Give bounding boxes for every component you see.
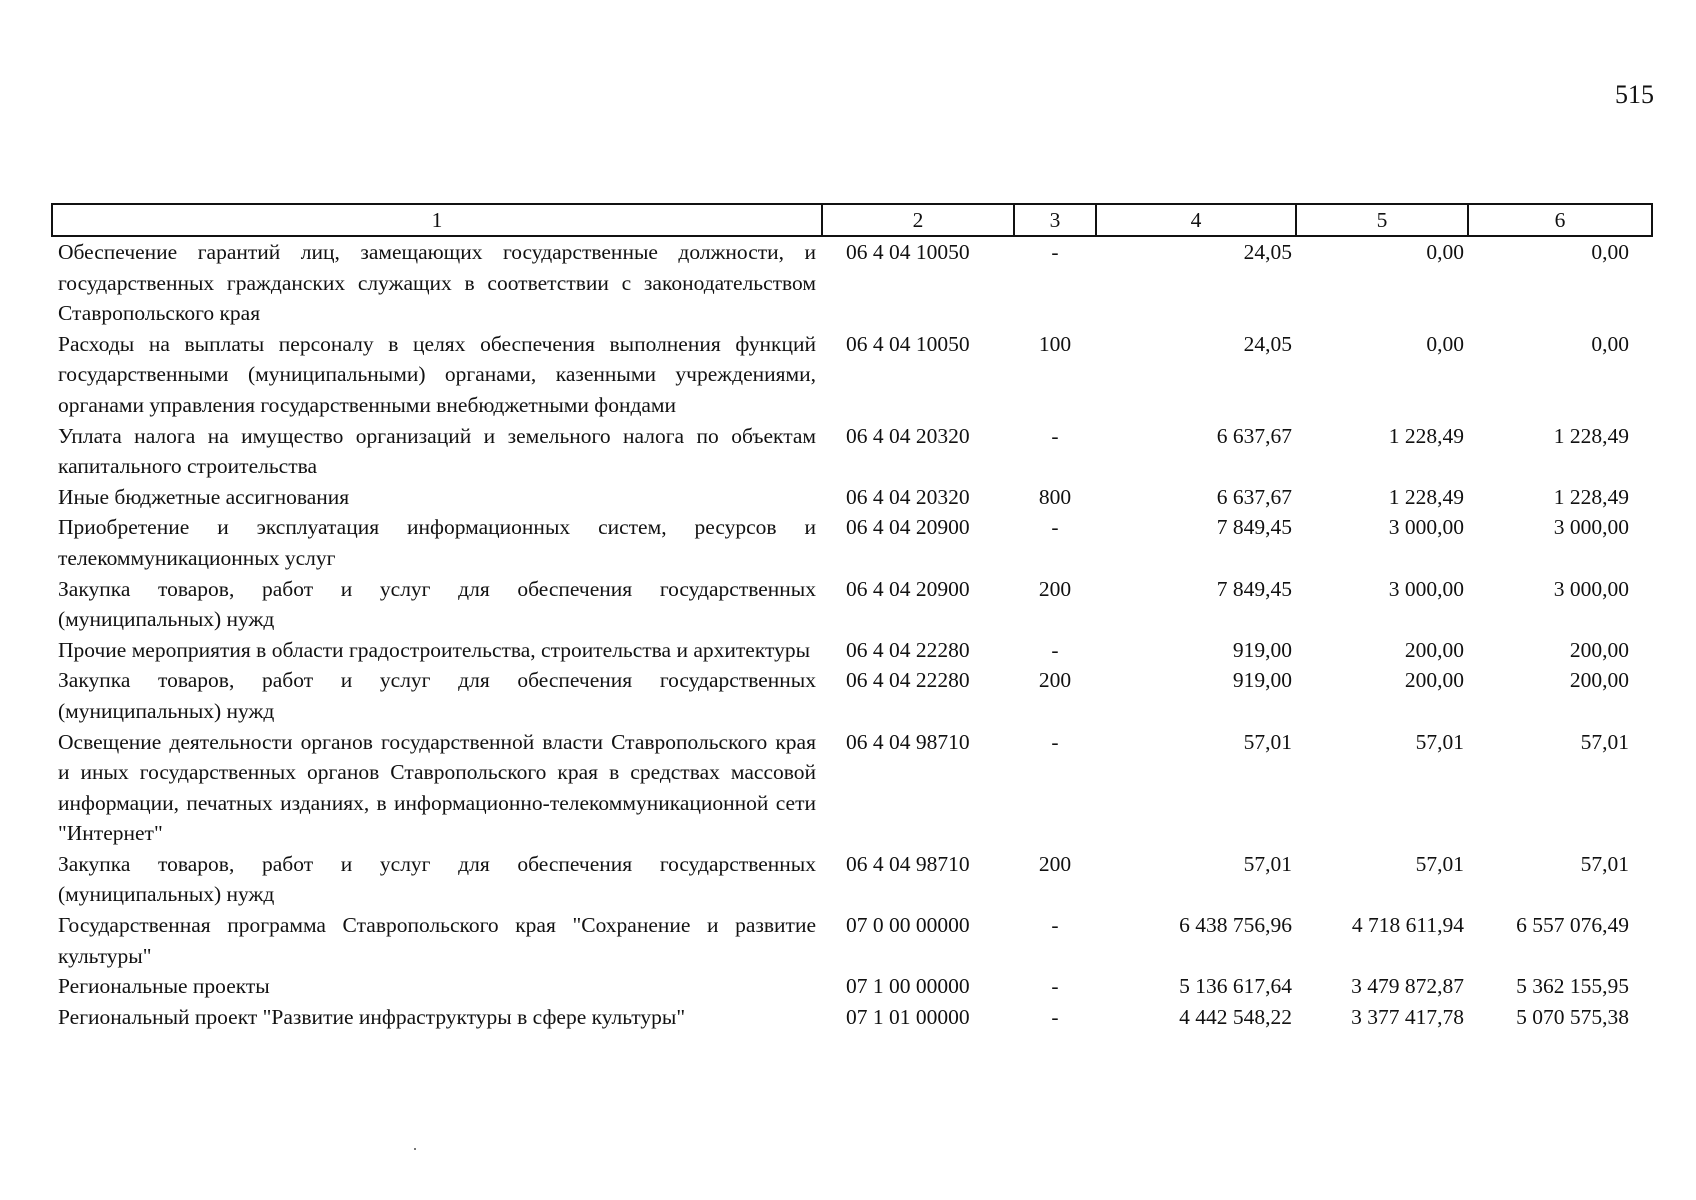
expense-type: -	[1051, 515, 1059, 540]
header-col-5: 5	[1296, 204, 1468, 236]
expense-type: -	[1051, 974, 1059, 999]
amount-col-4: 7 849,45	[1216, 576, 1292, 601]
amount-col-4: 6 637,67	[1216, 423, 1292, 448]
expense-type: -	[1051, 729, 1059, 754]
amount-col-4: 5 136 617,64	[1179, 974, 1292, 999]
header-row	[52, 204, 1652, 236]
item-name: Государственная программа Ставропольского края "Сохранение и развитие культуры"	[58, 913, 816, 968]
table-row	[52, 329, 1652, 421]
amount-col-5: 1 228,49	[1388, 423, 1464, 448]
amount-col-5: 3 377 417,78	[1351, 1004, 1464, 1029]
amount-col-4: 6 438 756,96	[1179, 913, 1292, 938]
table-row	[52, 512, 1652, 573]
table-row	[52, 482, 1652, 513]
amount-col-5: 57,01	[1415, 729, 1464, 754]
table-row	[52, 665, 1652, 726]
amount-col-5: 3 000,00	[1388, 576, 1464, 601]
item-name: Освещение деятельности органов государственной власти Ставропольского края и иных государственных органов Ставропольского края в средствах массовой информации, печатных изданиях, в информационно-телекоммуникационной сети "Интернет"	[58, 729, 816, 846]
amount-col-5: 57,01	[1415, 851, 1464, 876]
table-row	[52, 635, 1652, 666]
table-row	[52, 236, 1652, 329]
table-row	[52, 1002, 1652, 1033]
item-name: Закупка товаров, работ и услуг для обеспечения государственных (муниципальных) нужд	[58, 668, 816, 723]
amount-col-6: 0,00	[1591, 331, 1629, 356]
item-code: 06 4 04 98710	[846, 729, 970, 754]
item-code: 06 4 04 10050	[846, 331, 970, 356]
item-name: Региональный проект "Развитие инфраструктуры в сфере культуры"	[58, 1004, 686, 1029]
item-code: 07 0 00 00000	[846, 913, 970, 938]
expense-type: -	[1051, 423, 1059, 448]
budget-table	[51, 203, 1653, 1032]
expense-type: -	[1051, 913, 1059, 938]
amount-col-5: 1 228,49	[1388, 484, 1464, 509]
item-name: Уплата налога на имущество организаций и земельного налога по объектам капитального строительства	[58, 423, 816, 479]
item-code: 06 4 04 20900	[846, 515, 970, 540]
scan-speck	[414, 1148, 416, 1150]
amount-col-4: 24,05	[1243, 240, 1292, 264]
item-name: Закупка товаров, работ и услуг для обеспечения государственных (муниципальных) нужд	[58, 576, 816, 632]
amount-col-4: 57,01	[1243, 851, 1292, 876]
page-number: 515	[1615, 80, 1654, 109]
amount-col-6: 3 000,00	[1553, 515, 1629, 540]
amount-col-6: 3 000,00	[1553, 576, 1629, 601]
expense-type: -	[1051, 240, 1059, 264]
item-name: Обеспечение гарантий лиц, замещающих государственные должности, и государственных гражданских служащих в соответствии с законодательством Ставропольского края	[58, 240, 816, 326]
header-col-1: 1	[52, 204, 822, 236]
amount-col-5: 3 000,00	[1388, 515, 1464, 540]
item-code: 06 4 04 22280	[846, 668, 970, 693]
expense-type: 200	[1038, 668, 1072, 693]
amount-col-4: 57,01	[1243, 729, 1292, 754]
amount-col-6: 57,01	[1580, 729, 1629, 754]
table-row	[52, 849, 1652, 910]
amount-col-4: 919,00	[1232, 637, 1292, 662]
item-code: 06 4 04 20320	[846, 484, 970, 509]
amount-col-6: 5 070 575,38	[1516, 1004, 1629, 1029]
table-row	[52, 727, 1652, 849]
table-row	[52, 574, 1652, 635]
amount-col-4: 919,00	[1232, 668, 1292, 693]
amount-col-5: 200,00	[1404, 637, 1464, 662]
amount-col-5: 3 479 872,87	[1351, 974, 1464, 999]
expense-type: -	[1051, 1004, 1059, 1029]
table-row	[52, 971, 1652, 1002]
item-code: 06 4 04 98710	[846, 851, 970, 876]
amount-col-6: 200,00	[1569, 637, 1629, 662]
item-name: Иные бюджетные ассигнования	[58, 484, 350, 509]
header-col-3: 3	[1014, 204, 1096, 236]
item-name: Прочие мероприятия в области градостроительства, строительства и архитектуры	[58, 637, 811, 662]
amount-col-5: 4 718 611,94	[1351, 913, 1464, 938]
expense-type: 200	[1038, 851, 1072, 876]
table-body	[52, 236, 1652, 1032]
amount-col-5: 200,00	[1404, 668, 1464, 693]
amount-col-6: 1 228,49	[1553, 423, 1629, 448]
amount-col-4: 7 849,45	[1216, 515, 1292, 540]
expense-type: 100	[1038, 331, 1072, 356]
amount-col-6: 200,00	[1569, 668, 1629, 693]
item-code: 06 4 04 22280	[846, 637, 970, 662]
header-col-6: 6	[1468, 204, 1652, 236]
amount-col-6: 1 228,49	[1553, 484, 1629, 509]
amount-col-6: 57,01	[1580, 851, 1629, 876]
expense-type: 200	[1038, 576, 1072, 601]
expense-type: 800	[1038, 484, 1072, 509]
item-name: Региональные проекты	[58, 974, 270, 999]
amount-col-6: 5 362 155,95	[1516, 974, 1629, 999]
item-code: 07 1 01 00000	[846, 1004, 970, 1029]
amount-col-4: 4 442 548,22	[1179, 1004, 1292, 1029]
item-name: Расходы на выплаты персоналу в целях обеспечения выполнения функций государственными (муниципальными) органами, казенными учреждениями, органами управления государственными внебюджетными фондами	[58, 331, 816, 417]
item-code: 06 4 04 20900	[846, 576, 970, 601]
amount-col-6: 6 557 076,49	[1516, 913, 1629, 938]
amount-col-6: 0,00	[1591, 240, 1629, 264]
amount-col-4: 6 637,67	[1216, 484, 1292, 509]
expense-type: -	[1051, 637, 1059, 662]
amount-col-5: 0,00	[1426, 240, 1464, 264]
item-name: Приобретение и эксплуатация информационных систем, ресурсов и телекоммуникационных услуг	[58, 515, 816, 570]
item-code: 07 1 00 00000	[846, 974, 970, 999]
item-code: 06 4 04 20320	[846, 423, 970, 448]
amount-col-4: 24,05	[1243, 331, 1292, 356]
header-col-4: 4	[1096, 204, 1296, 236]
header-col-2: 2	[822, 204, 1014, 236]
amount-col-5: 0,00	[1426, 331, 1464, 356]
table-row	[52, 421, 1652, 482]
item-code: 06 4 04 10050	[846, 240, 970, 264]
table-row	[52, 910, 1652, 971]
item-name: Закупка товаров, работ и услуг для обеспечения государственных (муниципальных) нужд	[58, 851, 816, 907]
table-header	[52, 204, 1652, 236]
